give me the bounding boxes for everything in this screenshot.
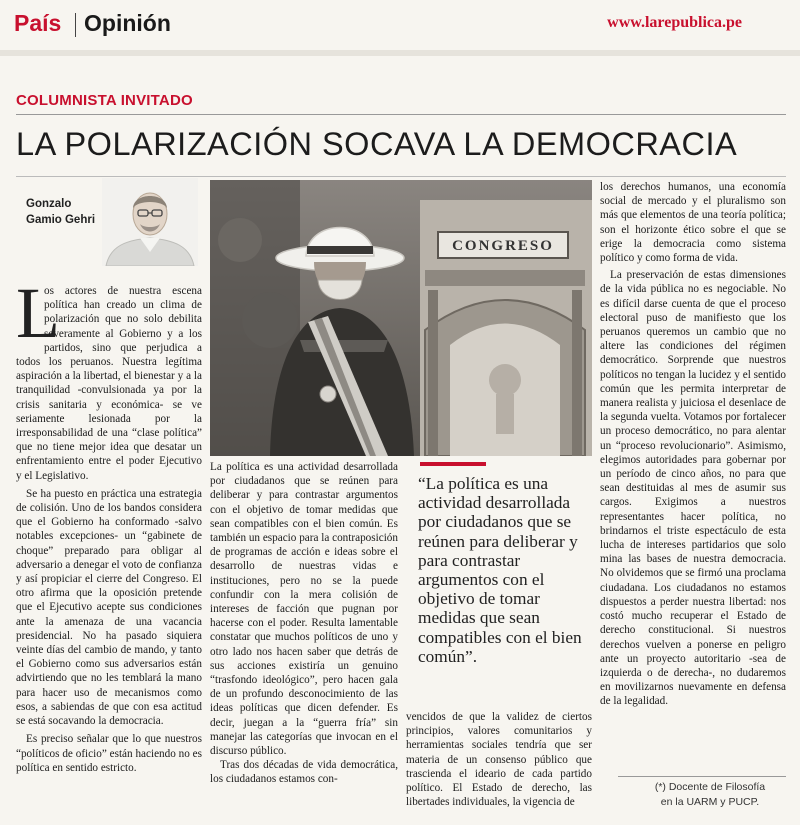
kicker-rule [16,114,786,115]
footnote-rule [618,776,786,777]
pullquote-bar [420,462,486,466]
page-header [0,0,800,52]
footnote-line: en la UARM y PUCP. [660,796,760,808]
section-label: País [14,10,62,36]
paragraph: La política es una actividad desarrollada por ciudadanos que se reúnen para deliberar y para contrastar argumentos con el objetivo de tomar medidas que sean compatibles con el bien común. Es también un espacio para la contraposición de programas de acción e ideas sobre el desarrollo de nuestras vidas e instituciones, pero no se la puede confundir con la mera colisión de intereses de facción que pugnan por hacerse con el poder. Resulta lamentable constatar que muchos políticos de uno y otro lado nos hacen saber que detrás de sus acciones existiría un genuino “trasfondo ideológico”, pero hacen gala de un profundo desconocimiento de las ideas políticas que dicen defender. Es decir, juegan a la “guerra fría” sin manejar las categorías que invocan en el discurso público. [210,461,398,758]
site-url[interactable]: www.larepublica.pe [607,14,742,31]
pullquote: “La política es una actividad desarrollada por ciudadanos que se reúnen para deliberar y para contrastar argumentos con el objetivo de tomar medidas que sean compatibles con el bien común”. [418,474,582,666]
paragraph: vencidos de que la validez de ciertos principios, valores comunitarios y herramientas sociales tendría que ser materia de un consenso público que trascienda el ideario de cada partido político. El Estado de derecho, las libertades individuales, la vigencia de [406,711,592,809]
footnote-line: (*) Docente de Filosofía [654,781,766,793]
paragraph: Tras dos décadas de vida democrática, los ciudadanos estamos con- [210,759,398,786]
article-column-4 [600,180,786,709]
section-divider [75,13,76,37]
author-first-name: Gonzalo [26,198,72,210]
drop-cap: L [16,273,60,353]
header-rule [0,50,800,56]
author-photo [102,178,198,266]
paragraph-text: os actores de nuestra escena política han creado un clima de polarización que no solo debilita severamente al Gobierno y a los partidos, sino que perjudica a todos los peruanos. Nuestra legítima aspiración a la libertad, el bienestar y a la tranquilidad -convulsionada ya por la crisis sanitaria y económica- se ve seriamente lesionada por la irresponsabilidad de una “clase política” que no tiene mejor idea que desatar un enfrentamiento entre el poder Ejecutivo y el Legislativo. [16,285,202,482]
article-column-3 [406,710,592,809]
paragraph: Se ha puesto en práctica una estrategia de colisión. Uno de los bandos considera que el Gobierno ha conformado -salvo notables excepciones- un “gabinete de choque” preparado para obligar al adversario a denegar el voto de confianza y así propiciar el cierre del Congreso. El otro afirma que la oposición pretende que el Ejecutivo acepte sus condiciones ante la amenaza de una vacancia presidencial. No ha pasado siquiera veinte días del cambio de mando, y tanto el Gobierno como sus adversarios están advirtiendo que no les temblará la mano para hacer uso de mecanismos como esos, a sabiendas de que con esa actitud se está socavando la democracia. [16,487,202,728]
article-photo [210,180,592,456]
paragraph: los derechos humanos, una economía social de mercado y el pluralismo son más que elementos de una teoría política; son el horizonte ético sobre el que se erige la democracia como sistema político y como forma de vida. [600,181,786,265]
author-last-name: Gamio Gehri [26,214,96,226]
paragraph [16,273,202,483]
article-headline: LA POLARIZACIÓN SOCAVA LA DEMOCRACIA [16,126,738,162]
paragraph: Es preciso señalar que lo que nuestros “políticos de oficio” están haciendo no es política en sentido estricto. [16,733,202,774]
photo-sign-text: CONGRESO [452,238,554,254]
article-column-1 [16,273,202,775]
subsection-label: Opinión [84,10,171,36]
author-footnote [630,780,790,810]
article-column-2 [210,460,398,787]
headline-rule [16,176,786,177]
paragraph: La preservación de estas dimensiones de la vida pública no es negociable. No es difícil darse cuenta de que el proceso electoral puso de manifiesto que los peruanos queremos un cambio que no altere las condiciones del régimen democrático. Sorprende que nuestros políticos no tengan la lucidez y el sentido común que les permita interpretar de manera realista y juiciosa el desenlace de la segunda vuelta. Votamos por fortalecer un proceso democrático, no para alentar un “proceso revolucionario”. Asimismo, elegimos autoridades para gobernar por un período de cinco años, no para que sean destituidas al mes de asumir sus cargos. Exigimos a nuestros representantes hacer política, no brindarnos el triste espectáculo de esta lucha de intereses partidarios que solo mina las bases de nuestra democracia. No olvidemos que se firmó una proclama ciudadana. Los ciudadanos no estamos dispuestos a perder nuestra libertad: nos costó mucho recuperar el Estado de derecho constitucional. Si nuestros derechos vuelven a ponerse en peligro ante un proyecto autoritario -sea de izquierda o de derecha-, no dudaremos en movilizarnos nuevamente en defensa de la legalidad. [600,269,786,708]
column-kicker: COLUMNISTA INVITADO [16,92,193,109]
